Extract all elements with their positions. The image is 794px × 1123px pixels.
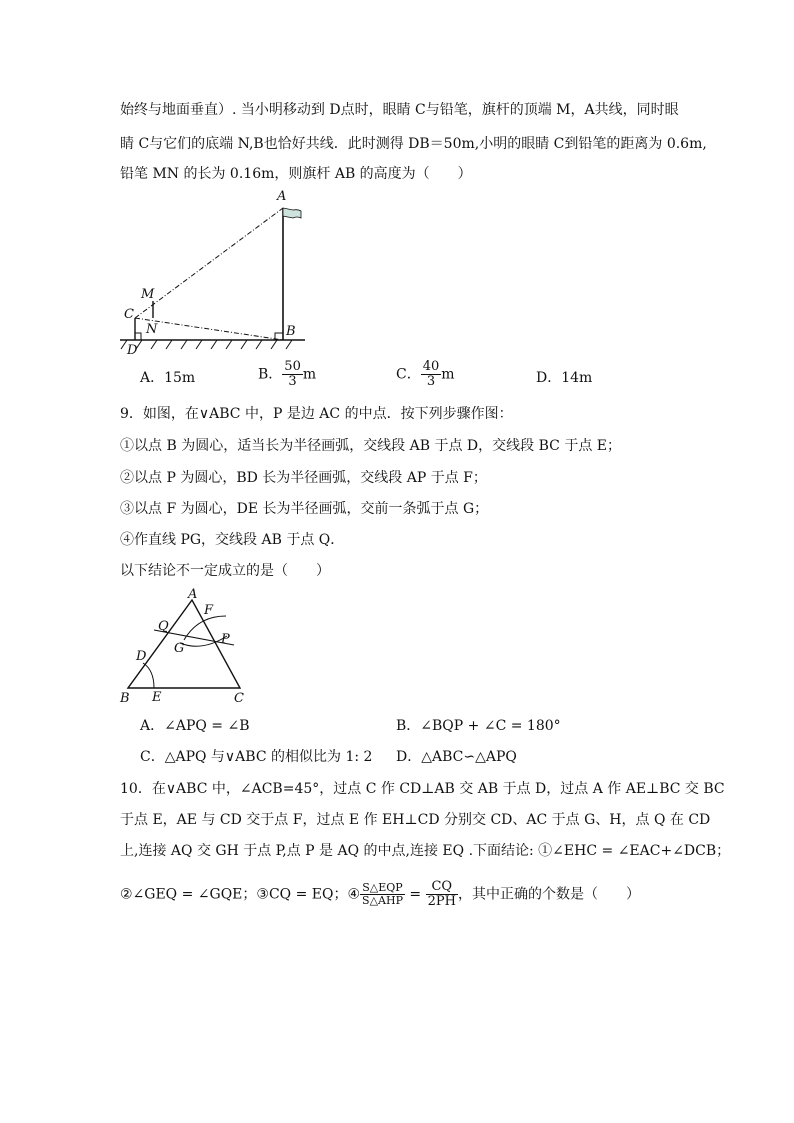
q8-text-line-1: 始终与地面垂直）. 当小明移动到 D点时，眼睛 C与铅笔，旗杆的顶端 M，A共线，同时眼 xyxy=(120,102,679,118)
q9-step-1: ①以点 B 为圆心，适当长为半径画弧，交线段 AB 于点 D，交线段 BC 于点 E； xyxy=(120,438,621,454)
label-q: Q xyxy=(158,619,169,634)
label-b: B xyxy=(120,691,130,706)
q8-text-line-2: 睛 C与它们的底端 N,B也恰好共线．此时测得 DB＝50m,小明的眼睛 C到铅笔的距离为 0.6m, xyxy=(120,136,707,152)
q9-option-d: D．△ABC∽△APQ xyxy=(396,749,517,765)
q9-question: 以下结论不一定成立的是（ ） xyxy=(120,563,330,579)
q8-option-c xyxy=(396,360,455,389)
q9-option-b: B．∠BQP + ∠C = 180° xyxy=(396,718,561,734)
q10-text-line-3: 上,连接 AQ 交 GH 于点 P,点 P 是 AQ 的中点,连接 EQ .下面结论: ①∠EHC = ∠EAC+∠DCB； xyxy=(120,843,731,859)
q10-length-ratio-fraction: $\frac{CQ}{2PH}$ xyxy=(427,879,456,909)
label-a: A xyxy=(277,189,287,204)
label-n: N xyxy=(146,322,158,337)
q8-option-b-unit: m xyxy=(302,366,317,383)
arc-at-b xyxy=(143,663,154,688)
q9-title: 9．如图，在∨ABC 中，P 是边 AC 的中点．按下列步骤作图： xyxy=(120,406,513,422)
label-b: B xyxy=(286,324,296,339)
label-e: E xyxy=(152,690,162,705)
label-c: C xyxy=(124,307,134,322)
q8-option-c-prefix: C． xyxy=(396,366,421,383)
q8-option-b xyxy=(258,360,316,389)
q10-text-line-4 xyxy=(120,880,640,909)
label-d: D xyxy=(127,343,138,358)
q9-option-c: C．△APQ 与∨ABC 的相似比为 1: 2 xyxy=(140,749,373,765)
q10-line-4-end: ，其中正确的个数是（ ） xyxy=(457,886,640,903)
label-d: D xyxy=(136,649,147,664)
label-f: F xyxy=(204,603,214,618)
q8-text-line-3: 铅笔 MN 的长为 0.16m，则旗杆 AB 的高度为（ ） xyxy=(120,166,472,182)
q8-option-d: D．14m xyxy=(536,370,593,386)
label-c: C xyxy=(234,691,244,706)
q9-step-4: ④作直线 PG，交线段 AB 于点 Q． xyxy=(120,532,345,548)
label-a: A xyxy=(188,588,198,602)
q10-area-ratio-fraction: $\frac{\text{S△EQP}}{\text{S△AHP}}$ xyxy=(362,881,403,907)
q10-text-line-2: 于点 E，AE 与 CD 交于点 F，过点 E 作 EH⊥CD 分别交 CD、AC 于点 G、H，点 Q 在 CD xyxy=(120,812,711,828)
q9-triangle-figure xyxy=(112,588,257,706)
q8-flagpole-figure xyxy=(115,188,315,358)
q10-line-4-start: ②∠GEQ = ∠GQE；③CQ = EQ；④ xyxy=(120,886,361,903)
q8-option-b-fraction: $\frac{50}{3}$ xyxy=(284,359,301,389)
q10-text-line-1: 10．在∨ABC 中，∠ACB=45°，过点 C 作 CD⊥AB 交 AB 于点 D，过点 A 作 AE⊥BC 交 BC xyxy=(120,781,725,797)
flag xyxy=(283,208,301,218)
label-g: G xyxy=(174,641,185,656)
q8-option-c-unit: m xyxy=(441,366,455,383)
arc-at-f xyxy=(180,636,227,646)
q10-equals: = xyxy=(409,886,422,903)
q8-option-b-prefix: B． xyxy=(258,366,283,383)
sight-line-cma xyxy=(135,208,283,318)
label-m: M xyxy=(141,287,155,302)
label-p: P xyxy=(221,632,230,647)
q8-option-c-fraction: $\frac{40}{3}$ xyxy=(422,359,440,389)
q8-option-a: A．15m xyxy=(140,370,196,386)
q9-step-2: ②以点 P 为圆心，BD 长为半径画弧，交线段 AP 于点 F； xyxy=(120,470,487,486)
q9-step-3: ③以点 F 为圆心，DE 长为半径画弧，交前一条弧于点 G； xyxy=(120,501,489,517)
q9-option-a: A．∠APQ = ∠B xyxy=(140,718,250,734)
